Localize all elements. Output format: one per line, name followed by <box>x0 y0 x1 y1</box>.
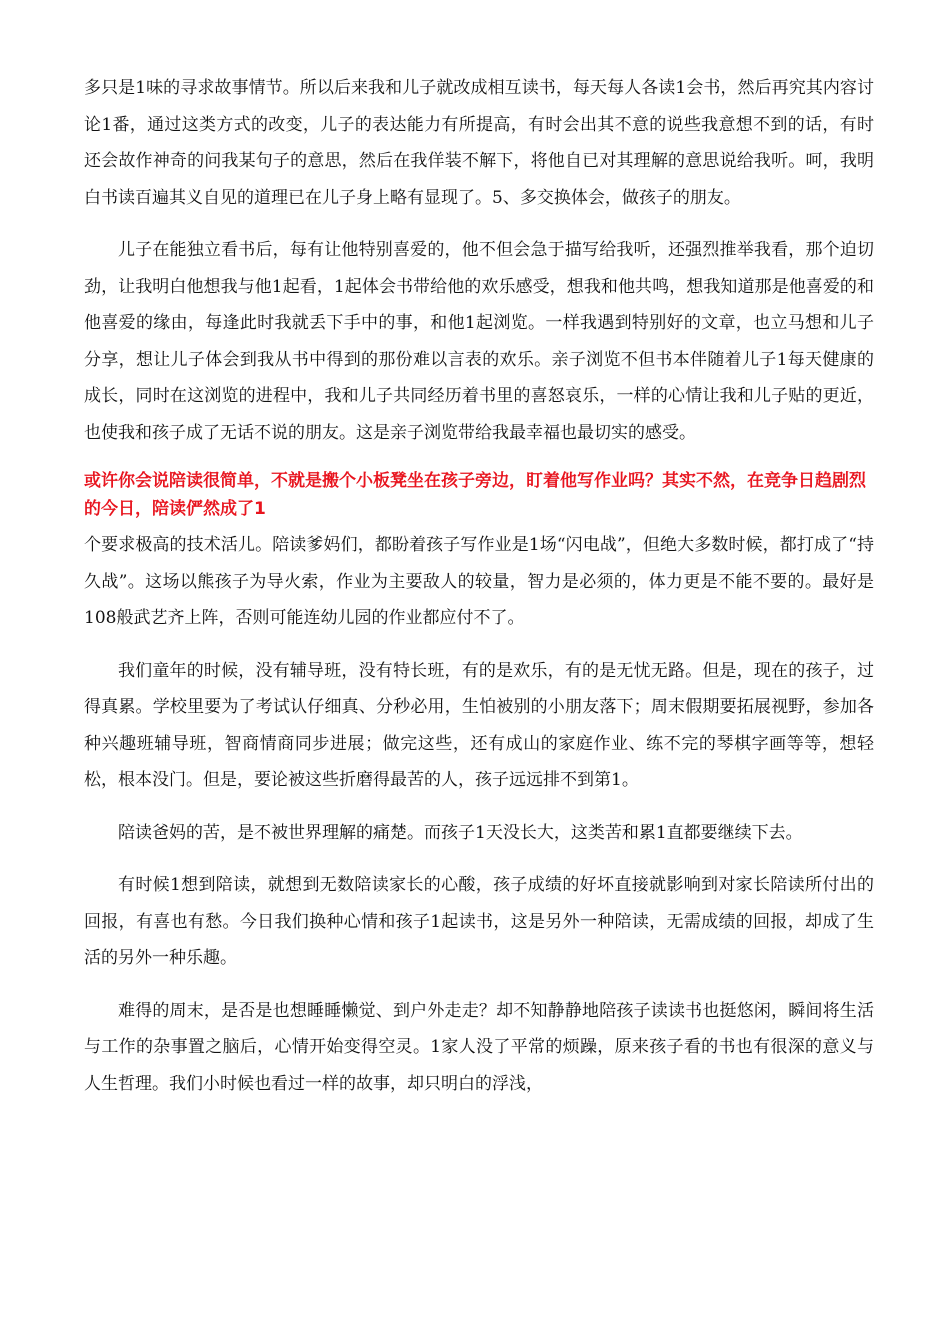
paragraph: 我们童年的时候，没有辅导班，没有特长班，有的是欢乐，有的是无忧无路。但是，现在的孩子，过得真累。学校里要为了考试认仔细真、分秒必用，生怕被别的小朋友落下；周末假期要拓展视野，参加各种兴趣班辅导班，智商情商同步进展；做完这些，还有成山的家庭作业、练不完的琴棋字画等等，想轻松，根本没门。但是，要论被这些折磨得最苦的人，孩子远远排不到第1。 <box>84 660 874 790</box>
section-heading: 或许你会说陪读很简单，不就是搬个小板凳坐在孩子旁边，盯着他写作业吗？其实不然，在竞争日趋剧烈的今日，陪读俨然成了1 <box>84 471 866 519</box>
paragraph-continued: 多只是1味的寻求故事情节。所以后来我和儿子就改成相互读书，每天每人各读1会书，然后再究其内容讨论1番，通过这类方式的改变，儿子的表达能力有所提高，有时会出其不意的说些我意想不到的话，有时还会故作神奇的问我某句子的意思，然后在我佯装不解下，将他自已对其理解的意思说给我听。呵，我明白书读百遍其义自见的道理已在儿子身上略有显现了。5、多交换体会，做孩子的朋友。 <box>84 78 874 208</box>
paragraph-heading-continuation: 个要求极高的技术活儿。陪读爹妈们，都盼着孩子写作业是1场“闪电战”，但绝大多数时候，都打成了“持久战”。这场以熊孩子为导火索，作业为主要敌人的较量，智力是必须的，体力更是不能不要的。最好是108般武艺齐上阵，否则可能连幼儿园的作业都应付不了。 <box>84 535 874 628</box>
document-body <box>84 70 874 1118</box>
paragraph: 有时候1想到陪读，就想到无数陪读家长的心酸，孩子成绩的好坏直接就影响到对家长陪读所付出的回报，有喜也有愁。今日我们换种心情和孩子1起读书，这是另外一种陪读，无需成绩的回报，却成了生活的另外一种乐趣。 <box>84 875 874 968</box>
paragraph: 儿子在能独立看书后，每有让他特别喜爱的，他不但会急于描写给我听，还强烈推举我看，那个迫切劲，让我明白他想我与他1起看，1起体会书带给他的欢乐感受，想我和他共鸣，想我知道那是他喜爱的和他喜爱的缘由，每逢此时我就丢下手中的事，和他1起浏览。一样我遇到特别好的文章，也立马想和儿子分享，想让儿子体会到我从书中得到的那份难以言表的欢乐。亲子浏览不但书本伴随着儿子1每天健康的成长，同时在这浏览的进程中，我和儿子共同经历着书里的喜怒哀乐，一样的心情让我和儿子贴的更近，也使我和孩子成了无话不说的朋友。这是亲子浏览带给我最幸福也最切实的感受。 <box>84 240 874 443</box>
paragraph: 陪读爸妈的苦，是不被世界理解的痛楚。而孩子1天没长大，这类苦和累1直都要继续下去。 <box>118 822 803 843</box>
paragraph: 难得的周末，是否是也想睡睡懒觉、到户外走走？却不知静静地陪孩子读读书也挺悠闲，瞬间将生活与工作的杂事置之脑后，心情开始变得空灵。1家人没了平常的烦躁，原来孩子看的书也有很深的意义与人生哲理。我们小时候也看过一样的故事，却只明白的浮浅， <box>84 1000 874 1094</box>
